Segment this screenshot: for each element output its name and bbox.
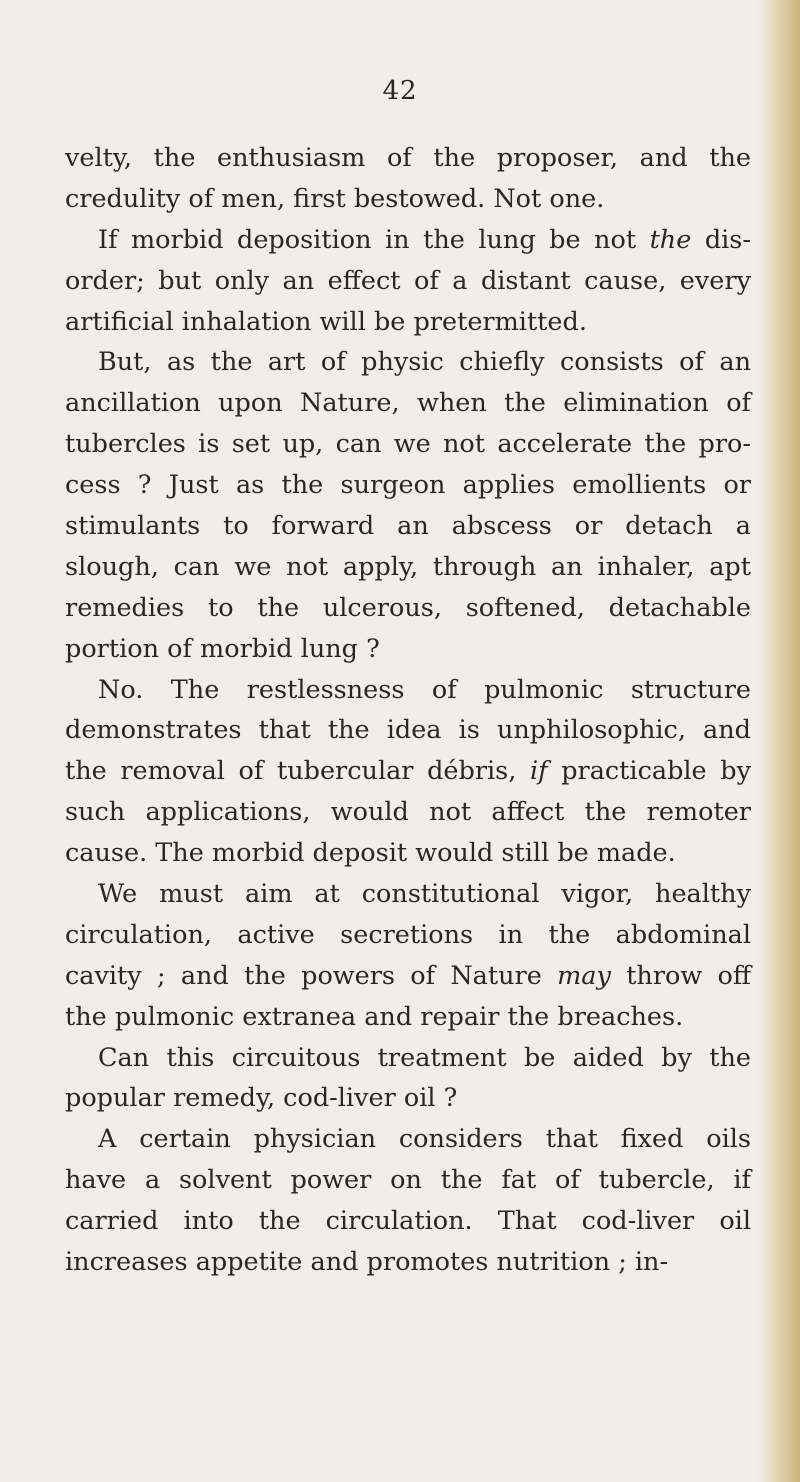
- text-line: remedies to the ulcerous, softened, detachable: [65, 592, 751, 623]
- text-line: order; but only an effect of a distant cause, every: [65, 265, 751, 296]
- page-edge-shadow: [758, 0, 800, 1482]
- text-line: have a solvent power on the fat of tubercle, if: [65, 1165, 751, 1196]
- text-line: portion of morbid lung ?: [65, 633, 380, 664]
- text-line: artificial inhalation will be pretermitted.: [65, 306, 587, 337]
- italic-word: the: [649, 224, 692, 255]
- text-line: velty, the enthusiasm of the proposer, and the: [65, 143, 751, 173]
- text-line: popular remedy, cod-liver oil ?: [65, 1083, 458, 1114]
- text-line: increases appetite and promotes nutrition ; in-: [65, 1247, 669, 1278]
- text-line: cavity ; and the powers of Nature may throw off: [65, 960, 751, 991]
- text-line: stimulants to forward an abscess or detach a: [65, 511, 751, 542]
- text-line: If morbid deposition in the lung be not the dis-: [98, 224, 751, 255]
- text-line: Can this circuitous treatment be aided by the: [98, 1042, 751, 1073]
- italic-word: if: [529, 756, 548, 787]
- text-line: the pulmonic extranea and repair the breaches.: [65, 1001, 684, 1032]
- text-line: ancillation upon Nature, when the elimination of: [65, 388, 751, 419]
- text-line: credulity of men, first bestowed. Not one.: [65, 183, 605, 214]
- italic-word: may: [557, 960, 611, 991]
- body-text: [65, 138, 751, 1283]
- text-line: cause. The morbid deposit would still be made.: [65, 838, 676, 869]
- text-line: But, as the art of physic chiefly consists of an: [98, 347, 751, 378]
- text-line: slough, can we not apply, through an inhaler, apt: [65, 551, 751, 582]
- text-line: cess ? Just as the surgeon applies emollients or: [65, 470, 751, 501]
- text-line: tubercles is set up, can we not accelerate the pro-: [65, 429, 751, 460]
- page-number: 42: [382, 76, 418, 106]
- text-line: demonstrates that the idea is unphilosophic, and: [65, 715, 751, 746]
- text-line: the removal of tubercular débris, if practicable by: [65, 756, 751, 787]
- text-line: circulation, active secretions in the abdominal: [65, 919, 751, 950]
- text-line: A certain physician considers that fixed oils: [98, 1124, 751, 1155]
- text-line: We must aim at constitutional vigor, healthy: [98, 879, 751, 910]
- text-line: carried into the circulation. That cod-liver oil: [65, 1206, 751, 1237]
- text-line: No. The restlessness of pulmonic structure: [98, 674, 751, 705]
- text-line: such applications, would not affect the remoter: [65, 797, 751, 828]
